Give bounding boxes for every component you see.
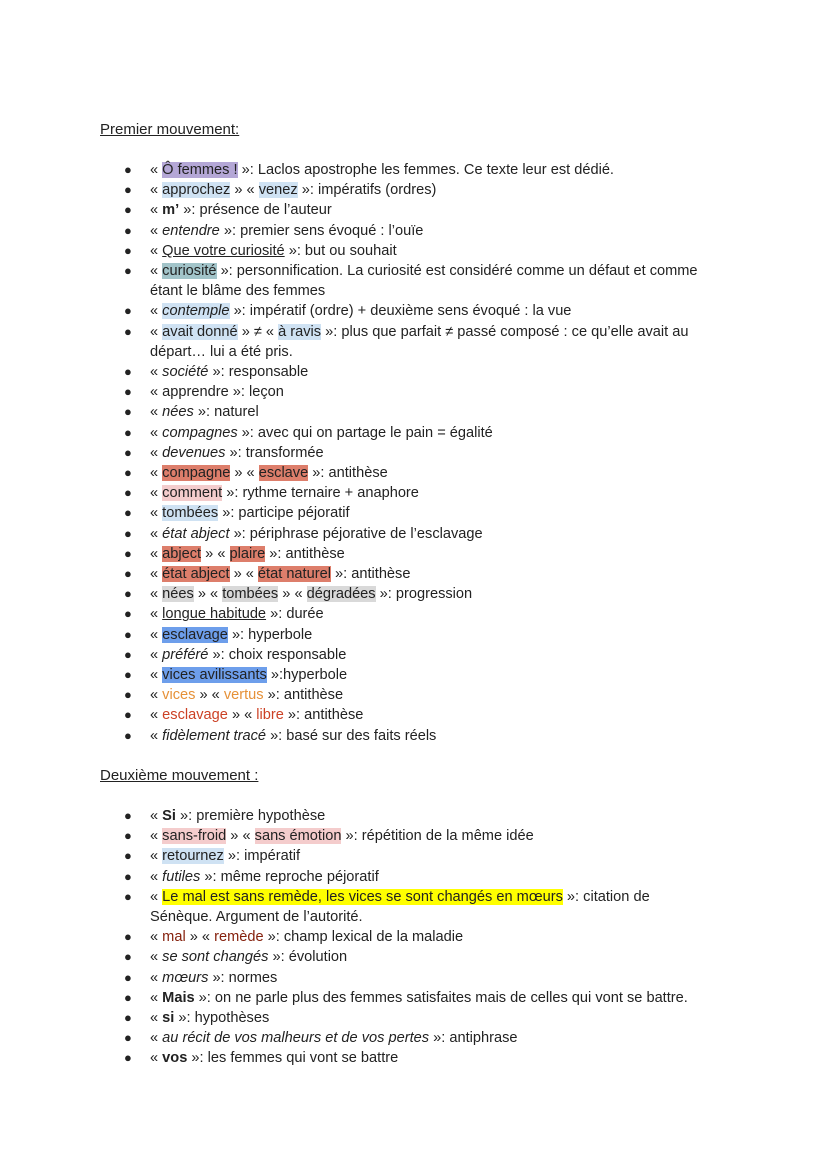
highlight: approchez — [162, 182, 231, 199]
list-item: ● « vices » « vertus »: antithèse — [0, 685, 828, 705]
list-item: ● « nées » « tombées » « dégradées »: progression — [0, 584, 828, 604]
emphasis: état abject — [162, 525, 230, 542]
list-item: ● « approchez » « venez »: impératifs (ordres) — [0, 180, 828, 200]
bullet-icon: ● — [124, 505, 132, 521]
colored-text: libre — [256, 707, 284, 724]
highlight: esclave — [258, 465, 309, 482]
highlight: abject — [162, 545, 202, 562]
bullet-icon: ● — [124, 444, 132, 460]
highlight: dégradées — [306, 586, 376, 603]
colored-text: remède — [214, 929, 264, 946]
highlight: esclavage — [162, 626, 228, 643]
list-item: ● « si »: hypothèses — [0, 1008, 828, 1028]
list-item: ● « retournez »: impératif — [0, 846, 828, 866]
list-item: ● « Mais »: on ne parle plus des femmes satisfaites mais de celles qui vont se battre. — [0, 988, 828, 1008]
bullet-icon: ● — [124, 626, 132, 642]
emphasis: société — [162, 364, 209, 381]
list-item: ● « devenues »: transformée — [0, 443, 828, 463]
bullet-icon: ● — [124, 606, 132, 622]
highlight: curiosité — [162, 263, 217, 280]
emphasis: mœurs — [162, 969, 209, 986]
section-heading-deuxieme-mouvement: Deuxième mouvement : — [100, 767, 259, 784]
bullet-icon: ● — [124, 828, 132, 844]
bullet-icon: ● — [124, 465, 132, 481]
list-item: ● « Si »: première hypothèse — [0, 806, 828, 826]
emphasis: Que votre curiosité — [162, 242, 285, 259]
list-item: ● « avait donné » ≠ « à ravis »: plus que parfait ≠ passé composé : ce qu’elle avait au départ… lui a été pris. — [124, 323, 689, 360]
colored-text: mal — [162, 929, 186, 946]
highlight: retournez — [162, 848, 224, 865]
bullet-icon: ● — [124, 162, 132, 177]
bullet-icon: ● — [124, 303, 132, 319]
bullet-icon: ● — [124, 404, 132, 420]
bullet-icon: ● — [124, 929, 132, 945]
list-item: ● « futiles »: même reproche péjoratif — [0, 867, 828, 887]
deuxieme-mouvement-list — [0, 806, 828, 1069]
bullet-icon: ● — [124, 667, 132, 683]
list-item: ● « mal » « remède »: champ lexical de la maladie — [0, 927, 828, 947]
emphasis: se sont changés — [162, 949, 269, 966]
highlight: à ravis — [278, 323, 322, 340]
highlight: nées — [162, 586, 194, 603]
bullet-icon: ● — [124, 586, 132, 602]
bullet-icon: ● — [124, 566, 132, 582]
list-item: ● « contemple »: impératif (ordre) + deuxième sens évoqué : la vue — [0, 301, 828, 321]
list-item: ● « compagne » « esclave »: antithèse — [0, 463, 828, 483]
bullet-icon: ● — [124, 182, 132, 198]
list-item: ● « Que votre curiosité »: but ou souhait — [0, 241, 828, 261]
section-heading-premier-mouvement: Premier mouvement: — [100, 121, 240, 138]
bullet-icon: ● — [124, 707, 132, 723]
list-item: ● « esclavage » « libre »: antithèse — [0, 705, 828, 725]
bullet-icon: ● — [124, 424, 132, 440]
list-item: ● « curiosité »: personnification. La curiosité est considéré comme un défaut et comme étant le blâme des femmes — [124, 263, 698, 300]
list-item: ● « tombées »: participe péjoratif — [0, 503, 828, 523]
list-item: ● « abject » « plaire »: antithèse — [0, 544, 828, 564]
emphasis: futiles — [162, 868, 201, 885]
emphasis: préféré — [162, 646, 209, 663]
list-item: ● « comment »: rythme ternaire + anaphore — [0, 483, 828, 503]
highlight: compagne — [162, 465, 231, 482]
emphasis: Mais — [162, 989, 195, 1006]
list-item: ● « mœurs »: normes — [0, 968, 828, 988]
emphasis: compagnes — [162, 424, 238, 441]
list-item: ● « sans-froid » « sans émotion »: répétition de la même idée — [0, 826, 828, 846]
emphasis: si — [162, 1010, 175, 1027]
list-item: ● « compagnes »: avec qui on partage le pain = égalité — [0, 423, 828, 443]
highlight: état naturel — [257, 566, 331, 583]
highlight: tombées — [222, 586, 279, 603]
list-item: ● « Le mal est sans remède, les vices se sont changés en mœurs »: citation de Sénèque. Argument de l’autorité. — [124, 888, 650, 926]
list-item: ● « vices avilissants »:hyperbole — [0, 665, 828, 685]
bullet-icon: ● — [124, 808, 132, 823]
highlight: sans émotion — [254, 828, 342, 845]
colored-text: esclavage — [162, 707, 228, 724]
list-item: ● « état abject » « état naturel »: antithèse — [0, 564, 828, 584]
highlight: venez — [258, 182, 298, 199]
highlight: tombées — [162, 505, 219, 522]
highlight: Ô femmes ! — [162, 162, 238, 178]
premier-mouvement-list — [0, 160, 828, 746]
bullet-icon: ● — [124, 263, 132, 279]
list-item: ● « nées »: naturel — [0, 402, 828, 422]
bullet-icon: ● — [124, 384, 132, 400]
bullet-icon: ● — [124, 646, 132, 662]
emphasis: entendre — [162, 222, 220, 239]
highlight: Le mal est sans remède, les vices se sont changés en mœurs — [162, 888, 563, 905]
highlight: avait donné — [162, 323, 238, 340]
emphasis: fidèlement tracé — [162, 727, 267, 744]
highlight: plaire — [229, 545, 266, 562]
list-item: ● « au récit de vos malheurs et de vos pertes »: antiphrase — [0, 1028, 828, 1048]
emphasis: nées — [162, 404, 194, 421]
list-item: ● « société »: responsable — [0, 362, 828, 382]
colored-text: vices — [162, 687, 196, 704]
list-item: ● « Ô femmes ! »: Laclos apostrophe les femmes. Ce texte leur est dédié. — [0, 160, 828, 180]
emphasis: longue habitude — [162, 606, 267, 623]
bullet-icon: ● — [124, 949, 132, 965]
bullet-icon: ● — [124, 868, 132, 884]
bullet-icon: ● — [124, 323, 132, 339]
colored-text: vertus — [223, 687, 264, 704]
bullet-icon: ● — [124, 545, 132, 561]
bullet-icon: ● — [124, 242, 132, 258]
list-item: ● « état abject »: périphrase péjorative de l’esclavage — [0, 524, 828, 544]
highlight: comment — [162, 485, 223, 502]
list-item: ● « entendre »: premier sens évoqué : l’ouïe — [0, 221, 828, 241]
bullet-icon: ● — [124, 848, 132, 864]
bullet-icon: ● — [124, 222, 132, 238]
emphasis: vos — [162, 1050, 188, 1067]
list-item: ● « préféré »: choix responsable — [0, 645, 828, 665]
bullet-icon: ● — [124, 888, 132, 904]
list-item: ● « se sont changés »: évolution — [0, 947, 828, 967]
bullet-icon: ● — [124, 202, 132, 218]
bullet-icon: ● — [124, 727, 132, 743]
list-item: ● « esclavage »: hyperbole — [0, 625, 828, 645]
highlight: sans-froid — [162, 828, 227, 845]
bullet-icon: ● — [124, 485, 132, 501]
highlight: vices avilissants — [162, 667, 267, 684]
list-item: ● « longue habitude »: durée — [0, 604, 828, 624]
bullet-icon: ● — [124, 687, 132, 703]
emphasis: apprendre — [162, 384, 229, 401]
emphasis: devenues — [162, 444, 226, 461]
bullet-icon: ● — [124, 525, 132, 541]
list-item: ● « m’ »: présence de l’auteur — [0, 200, 828, 220]
highlight: contemple — [162, 303, 230, 320]
list-item: ● « fidèlement tracé »: basé sur des faits réels — [0, 726, 828, 746]
emphasis: au récit de vos malheurs et de vos pertes — [162, 1030, 430, 1047]
bullet-icon: ● — [124, 969, 132, 985]
emphasis: Si — [162, 808, 176, 824]
highlight: état abject — [162, 566, 230, 583]
emphasis: m’ — [162, 202, 180, 219]
bullet-icon: ● — [124, 364, 132, 380]
bullet-icon: ● — [124, 1030, 132, 1046]
list-item: ● « apprendre »: leçon — [0, 382, 828, 402]
bullet-icon: ● — [124, 1010, 132, 1026]
list-item: ● « vos »: les femmes qui vont se battre — [0, 1048, 828, 1068]
bullet-icon: ● — [124, 989, 132, 1005]
bullet-icon: ● — [124, 1050, 132, 1066]
